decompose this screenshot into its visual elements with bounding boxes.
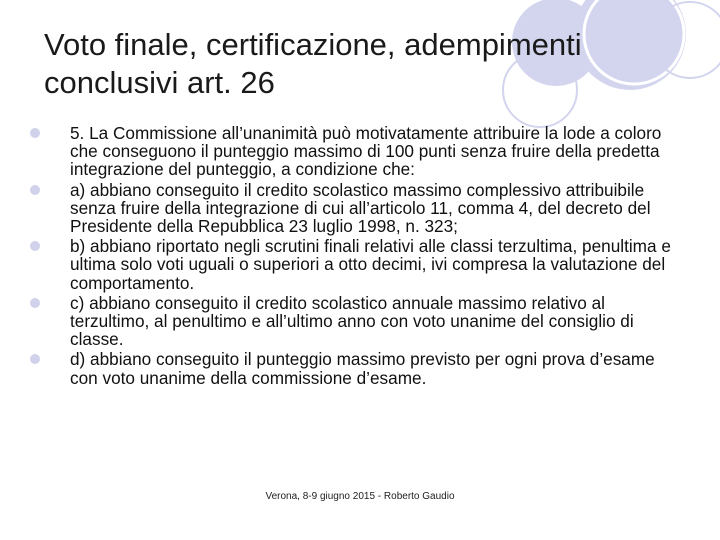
bullet-text: b) abbiano riportato negli scrutini finali relativi alle classi terzultima, penultima e ultima solo voti uguali o superiori a otto decimi, ivi compresa la valutazione del comportamento.	[70, 236, 671, 293]
bullet-item	[30, 237, 680, 292]
bullet-dot-icon	[30, 128, 40, 138]
bullet-item	[30, 181, 680, 236]
bullet-item	[30, 124, 680, 179]
bullet-text: 5. La Commissione all’unanimità può motivatamente attribuire la lode a coloro che conseguono il punteggio massimo di 100 punti senza fruire della predetta integrazione del punteggio, a condizione che:	[70, 123, 662, 180]
bullet-item	[30, 350, 680, 386]
bullet-dot-icon	[30, 185, 40, 195]
bullet-list	[30, 124, 680, 389]
bullet-dot-icon	[30, 298, 40, 308]
bullet-dot-icon	[30, 241, 40, 251]
slide-title: Voto finale, certificazione, adempimenti conclusivi art. 26	[44, 27, 582, 100]
bullet-text: c) abbiano conseguito il credito scolastico annuale massimo relativo al terzultimo, al penultimo e all’ultimo anno con voto unanime del consiglio di classe.	[70, 292, 634, 350]
slide-footer: Verona, 8-9 giugno 2015 - Roberto Gaudio	[265, 491, 455, 502]
bullet-item	[30, 294, 680, 349]
bullet-text: d) abbiano conseguito il punteggio massimo previsto per ogni prova d’esame con voto unanime della commissione d’esame.	[70, 349, 655, 388]
bullet-dot-icon	[30, 354, 40, 364]
bullet-text: a) abbiano conseguito il credito scolastico massimo complessivo attribuibile senza fruire della integrazione di cui all’articolo 11, comma 4, del decreto del Presidente della Repubblica 23 luglio 1998, n. 323;	[70, 179, 651, 237]
